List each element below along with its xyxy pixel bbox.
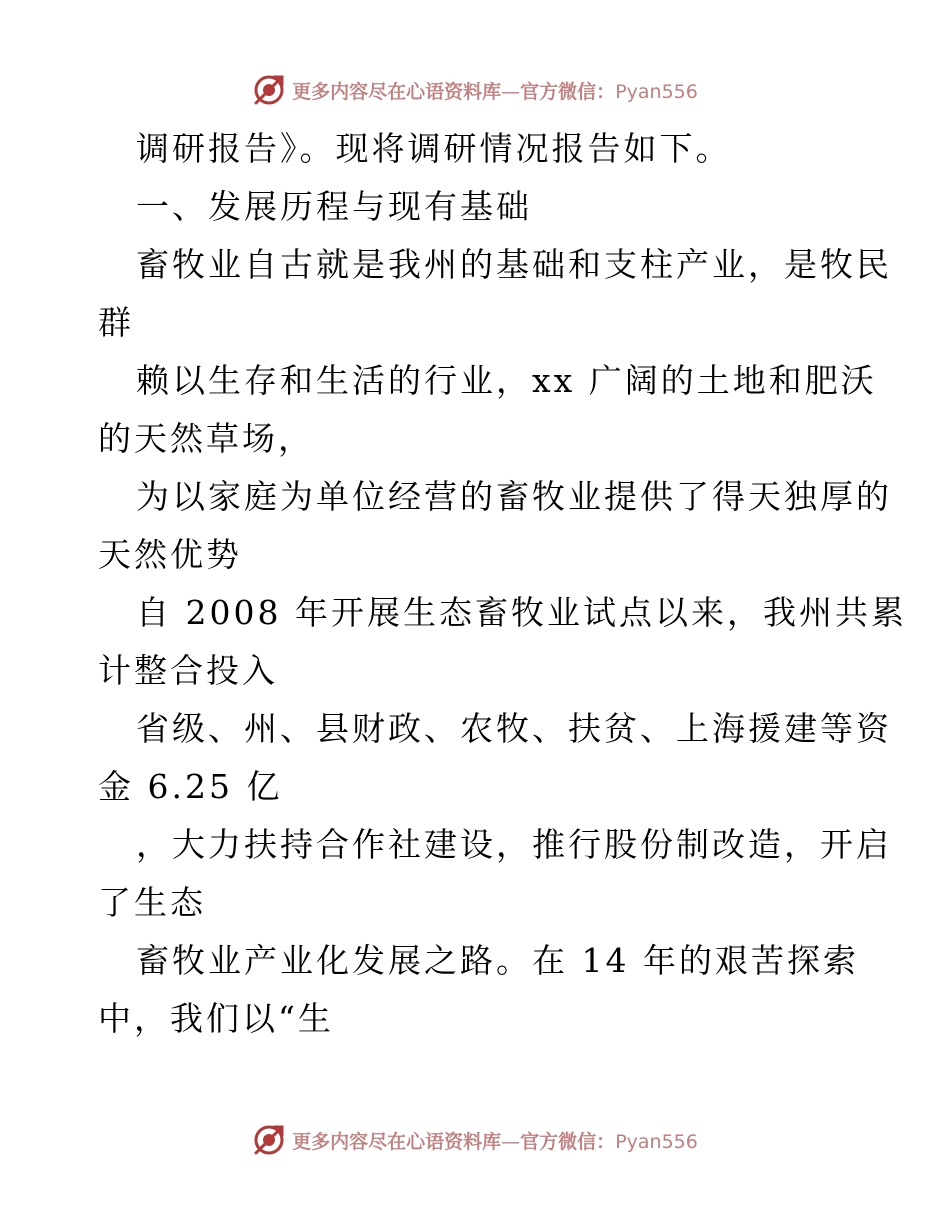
body-line: 畜牧业自古就是我州的基础和支柱产业，是牧民	[136, 245, 892, 284]
logo-icon	[252, 73, 286, 107]
body-line: 畜牧业产业化发展之路。在 14 年的艰苦探索	[136, 941, 859, 980]
header-banner-text	[292, 77, 698, 104]
footer-banner-official: 官方微信：	[520, 1130, 616, 1153]
footer-banner-sep: —	[501, 1130, 521, 1153]
section-heading: 一、发展历程与现有基础	[136, 187, 532, 226]
body-line: 计整合投入	[98, 651, 278, 690]
header-banner-main: 更多内容尽在心语资料库	[292, 80, 502, 103]
footer-banner-main: 更多内容尽在心语资料库	[292, 1130, 502, 1153]
body-line: 的天然草场，	[98, 419, 314, 458]
body-line: 为以家庭为单位经营的畜牧业提供了得天独厚的	[136, 477, 892, 516]
footer-banner-text	[292, 1127, 698, 1154]
document-body	[98, 120, 907, 1048]
body-line: 天然优势	[98, 535, 242, 574]
header-banner-id: Pyan556	[615, 80, 698, 103]
header-banner	[0, 70, 950, 110]
body-line: 金 6.25 亿	[98, 767, 283, 806]
footer-banner	[0, 1120, 950, 1160]
body-line: ，大力扶持合作社建设，推行股份制改造，开启	[136, 825, 892, 864]
logo-icon	[252, 1123, 286, 1157]
body-line: 赖以生存和生活的行业，xx 广阔的土地和肥沃	[136, 361, 877, 400]
header-banner-sep: —	[501, 80, 521, 103]
body-line: 中，我们以“生	[98, 999, 334, 1038]
body-line: 省级、州、县财政、农牧、扶贫、上海援建等资	[136, 709, 892, 748]
header-banner-official: 官方微信：	[520, 80, 616, 103]
footer-banner-id: Pyan556	[615, 1130, 698, 1153]
body-line: 调研报告》。现将调研情况报告如下。	[136, 129, 732, 168]
body-line: 了生态	[98, 883, 206, 922]
body-line: 自 2008 年开展生态畜牧业试点以来，我州共累	[136, 593, 907, 632]
body-line: 群	[98, 303, 134, 342]
